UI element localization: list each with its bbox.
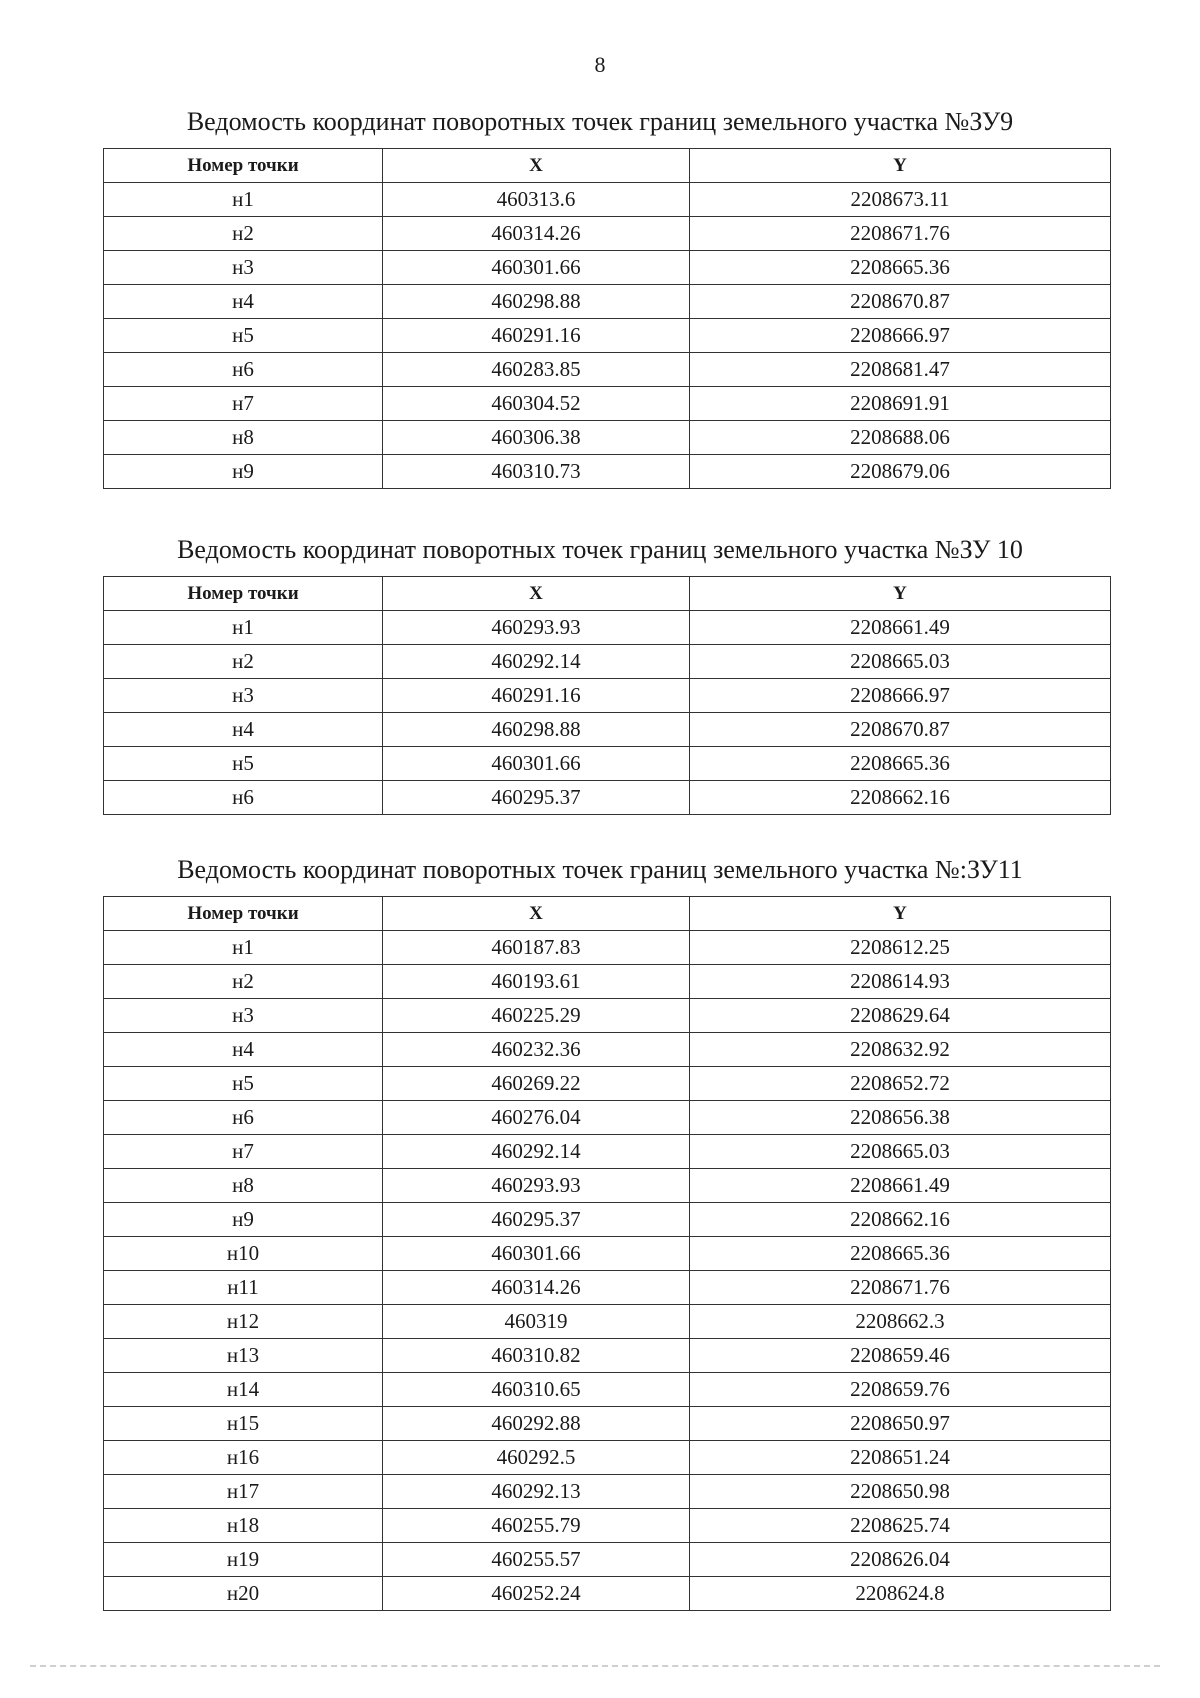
y-coordinate-cell: 2208659.76: [690, 1373, 1111, 1407]
y-coordinate-cell: 2208670.87: [690, 285, 1111, 319]
point-number-cell: н7: [104, 1135, 383, 1169]
y-coordinate-cell: 2208626.04: [690, 1543, 1111, 1577]
table-row: [104, 931, 1111, 965]
point-number-cell: н13: [104, 1339, 383, 1373]
table-row: [104, 285, 1111, 319]
coordinates-table: [103, 896, 1111, 1611]
table-row: [104, 713, 1111, 747]
point-number-cell: н4: [104, 1033, 383, 1067]
table-row: [104, 1101, 1111, 1135]
table-row: [104, 353, 1111, 387]
table-row: [104, 1135, 1111, 1169]
point-number-cell: н6: [104, 353, 383, 387]
y-coordinate-cell: 2208671.76: [690, 217, 1111, 251]
table-row: [104, 1169, 1111, 1203]
table-header-row: [104, 149, 1111, 183]
x-coordinate-cell: 460319: [383, 1305, 690, 1339]
header-x: X: [383, 897, 690, 931]
y-coordinate-cell: 2208624.8: [690, 1577, 1111, 1611]
table-title: Ведомость координат поворотных точек границ земельного участка №ЗУ 10: [177, 535, 1023, 564]
point-number-cell: н15: [104, 1407, 383, 1441]
x-coordinate-cell: 460269.22: [383, 1067, 690, 1101]
x-coordinate-cell: 460292.14: [383, 645, 690, 679]
table-row: [104, 679, 1111, 713]
coordinates-section-zu10: [0, 532, 1200, 807]
x-coordinate-cell: 460255.79: [383, 1509, 690, 1543]
point-number-cell: н4: [104, 285, 383, 319]
x-coordinate-cell: 460255.57: [383, 1543, 690, 1577]
x-coordinate-cell: 460295.37: [383, 1203, 690, 1237]
y-coordinate-cell: 2208665.36: [690, 1237, 1111, 1271]
table-row: [104, 421, 1111, 455]
y-coordinate-cell: 2208629.64: [690, 999, 1111, 1033]
table-header-row: [104, 897, 1111, 931]
y-coordinate-cell: 2208661.49: [690, 611, 1111, 645]
x-coordinate-cell: 460292.14: [383, 1135, 690, 1169]
table-row: [104, 611, 1111, 645]
table-row: [104, 251, 1111, 285]
y-coordinate-cell: 2208652.72: [690, 1067, 1111, 1101]
x-coordinate-cell: 460292.88: [383, 1407, 690, 1441]
table-row: [104, 1339, 1111, 1373]
y-coordinate-cell: 2208670.87: [690, 713, 1111, 747]
table-title: Ведомость координат поворотных точек границ земельного участка №:ЗУ11: [177, 855, 1023, 884]
y-coordinate-cell: 2208650.98: [690, 1475, 1111, 1509]
coordinates-section-zu9: [0, 104, 1200, 481]
y-coordinate-cell: 2208688.06: [690, 421, 1111, 455]
header-point-number: Номер точки: [104, 897, 383, 931]
y-coordinate-cell: 2208665.36: [690, 251, 1111, 285]
x-coordinate-cell: 460310.73: [383, 455, 690, 489]
x-coordinate-cell: 460295.37: [383, 781, 690, 815]
point-number-cell: н7: [104, 387, 383, 421]
x-coordinate-cell: 460292.13: [383, 1475, 690, 1509]
header-y: Y: [690, 149, 1111, 183]
point-number-cell: н2: [104, 965, 383, 999]
point-number-cell: н5: [104, 319, 383, 353]
point-number-cell: н3: [104, 999, 383, 1033]
point-number-cell: н3: [104, 251, 383, 285]
page-number: 8: [594, 52, 606, 77]
y-coordinate-cell: 2208651.24: [690, 1441, 1111, 1475]
table-row: [104, 217, 1111, 251]
table-row: [104, 645, 1111, 679]
y-coordinate-cell: 2208661.49: [690, 1169, 1111, 1203]
header-y: Y: [690, 577, 1111, 611]
y-coordinate-cell: 2208665.36: [690, 747, 1111, 781]
point-number-cell: н11: [104, 1271, 383, 1305]
x-coordinate-cell: 460310.82: [383, 1339, 690, 1373]
y-coordinate-cell: 2208625.74: [690, 1509, 1111, 1543]
coordinates-table: [103, 148, 1111, 489]
x-coordinate-cell: 460306.38: [383, 421, 690, 455]
y-coordinate-cell: 2208671.76: [690, 1271, 1111, 1305]
x-coordinate-cell: 460252.24: [383, 1577, 690, 1611]
y-coordinate-cell: 2208681.47: [690, 353, 1111, 387]
x-coordinate-cell: 460193.61: [383, 965, 690, 999]
table-row: [104, 1577, 1111, 1611]
x-coordinate-cell: 460292.5: [383, 1441, 690, 1475]
table-row: [104, 747, 1111, 781]
table-row: [104, 1067, 1111, 1101]
point-number-cell: н9: [104, 455, 383, 489]
y-coordinate-cell: 2208614.93: [690, 965, 1111, 999]
point-number-cell: н1: [104, 931, 383, 965]
point-number-cell: н5: [104, 1067, 383, 1101]
y-coordinate-cell: 2208673.11: [690, 183, 1111, 217]
x-coordinate-cell: 460304.52: [383, 387, 690, 421]
point-number-cell: н14: [104, 1373, 383, 1407]
x-coordinate-cell: 460301.66: [383, 251, 690, 285]
y-coordinate-cell: 2208679.06: [690, 455, 1111, 489]
point-number-cell: н6: [104, 1101, 383, 1135]
table-row: [104, 1203, 1111, 1237]
x-coordinate-cell: 460293.93: [383, 611, 690, 645]
header-x: X: [383, 577, 690, 611]
point-number-cell: н9: [104, 1203, 383, 1237]
point-number-cell: н8: [104, 1169, 383, 1203]
y-coordinate-cell: 2208662.16: [690, 781, 1111, 815]
x-coordinate-cell: 460187.83: [383, 931, 690, 965]
point-number-cell: н18: [104, 1509, 383, 1543]
table-row: [104, 1543, 1111, 1577]
y-coordinate-cell: 2208665.03: [690, 1135, 1111, 1169]
x-coordinate-cell: 460225.29: [383, 999, 690, 1033]
y-coordinate-cell: 2208691.91: [690, 387, 1111, 421]
x-coordinate-cell: 460301.66: [383, 1237, 690, 1271]
y-coordinate-cell: 2208656.38: [690, 1101, 1111, 1135]
coordinates-table: [103, 576, 1111, 815]
table-row: [104, 1033, 1111, 1067]
table-row: [104, 1373, 1111, 1407]
x-coordinate-cell: 460314.26: [383, 217, 690, 251]
point-number-cell: н17: [104, 1475, 383, 1509]
table-row: [104, 1475, 1111, 1509]
header-point-number: Номер точки: [104, 149, 383, 183]
x-coordinate-cell: 460310.65: [383, 1373, 690, 1407]
x-coordinate-cell: 460283.85: [383, 353, 690, 387]
y-coordinate-cell: 2208662.3: [690, 1305, 1111, 1339]
y-coordinate-cell: 2208659.46: [690, 1339, 1111, 1373]
header-point-number: Номер точки: [104, 577, 383, 611]
point-number-cell: н16: [104, 1441, 383, 1475]
x-coordinate-cell: 460301.66: [383, 747, 690, 781]
x-coordinate-cell: 460293.93: [383, 1169, 690, 1203]
x-coordinate-cell: 460276.04: [383, 1101, 690, 1135]
y-coordinate-cell: 2208650.97: [690, 1407, 1111, 1441]
x-coordinate-cell: 460298.88: [383, 713, 690, 747]
y-coordinate-cell: 2208666.97: [690, 679, 1111, 713]
point-number-cell: н20: [104, 1577, 383, 1611]
y-coordinate-cell: 2208632.92: [690, 1033, 1111, 1067]
table-row: [104, 781, 1111, 815]
x-coordinate-cell: 460313.6: [383, 183, 690, 217]
table-row: [104, 1407, 1111, 1441]
point-number-cell: н6: [104, 781, 383, 815]
x-coordinate-cell: 460291.16: [383, 679, 690, 713]
table-row: [104, 455, 1111, 489]
point-number-cell: н10: [104, 1237, 383, 1271]
table-row: [104, 1237, 1111, 1271]
point-number-cell: н3: [104, 679, 383, 713]
point-number-cell: н8: [104, 421, 383, 455]
scan-edge-artifact: [30, 1665, 1160, 1667]
table-row: [104, 183, 1111, 217]
header-y: Y: [690, 897, 1111, 931]
table-header-row: [104, 577, 1111, 611]
table-row: [104, 319, 1111, 353]
point-number-cell: н19: [104, 1543, 383, 1577]
table-row: [104, 1509, 1111, 1543]
y-coordinate-cell: 2208666.97: [690, 319, 1111, 353]
y-coordinate-cell: 2208662.16: [690, 1203, 1111, 1237]
table-row: [104, 387, 1111, 421]
x-coordinate-cell: 460232.36: [383, 1033, 690, 1067]
coordinates-section-zu11: [0, 852, 1200, 1603]
x-coordinate-cell: 460314.26: [383, 1271, 690, 1305]
table-row: [104, 1271, 1111, 1305]
point-number-cell: н2: [104, 217, 383, 251]
point-number-cell: н1: [104, 183, 383, 217]
point-number-cell: н12: [104, 1305, 383, 1339]
table-row: [104, 1305, 1111, 1339]
table-row: [104, 1441, 1111, 1475]
table-row: [104, 999, 1111, 1033]
table-row: [104, 965, 1111, 999]
point-number-cell: н4: [104, 713, 383, 747]
y-coordinate-cell: 2208612.25: [690, 931, 1111, 965]
table-title: Ведомость координат поворотных точек границ земельного участка №ЗУ9: [186, 107, 1014, 136]
x-coordinate-cell: 460291.16: [383, 319, 690, 353]
header-x: X: [383, 149, 690, 183]
point-number-cell: н1: [104, 611, 383, 645]
y-coordinate-cell: 2208665.03: [690, 645, 1111, 679]
point-number-cell: н5: [104, 747, 383, 781]
x-coordinate-cell: 460298.88: [383, 285, 690, 319]
point-number-cell: н2: [104, 645, 383, 679]
